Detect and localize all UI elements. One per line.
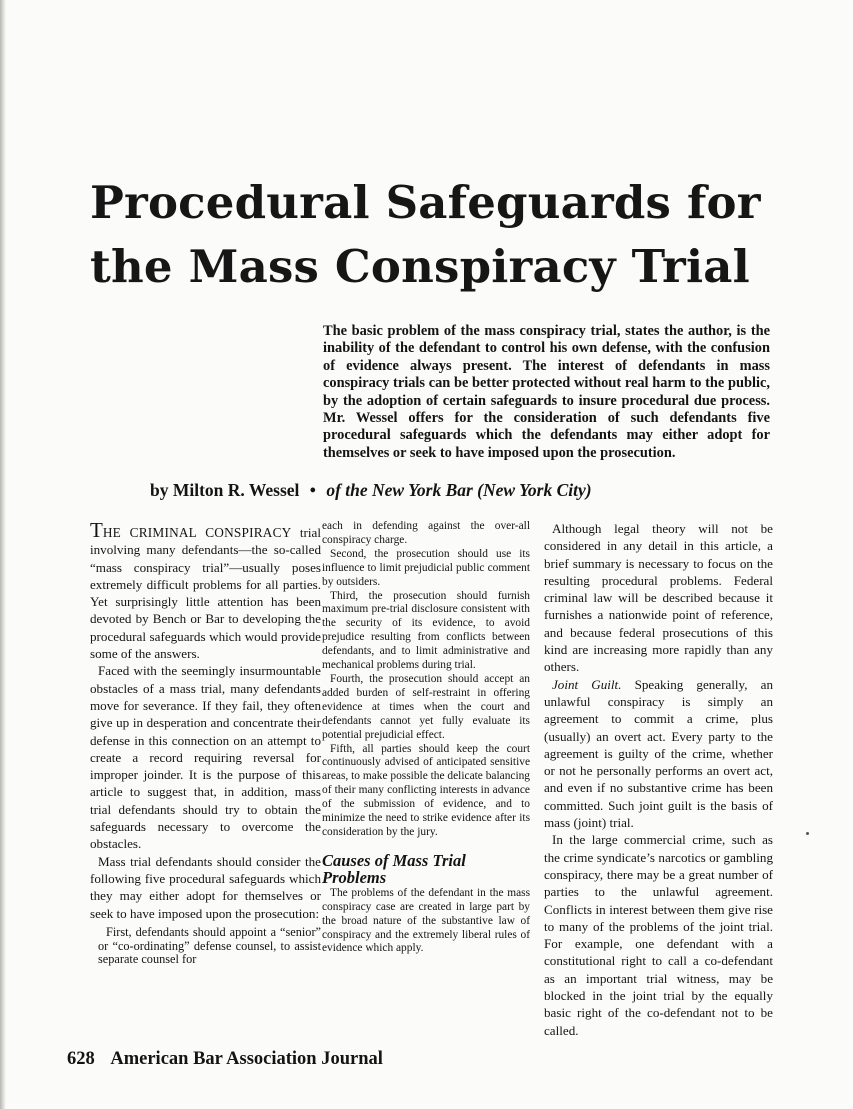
byline	[150, 480, 750, 501]
paragraph: The problems of the defendant in the mass conspiracy case are created in large part by the broad nature of the substantive law of conspiracy and the extremely liberal rules of evidence which apply.	[322, 886, 530, 955]
title-line-2: the Mass Conspiracy Trial	[90, 240, 750, 293]
paragraph: Fourth, the prosecution should accept an added burden of self-restraint in offering evidence at times when the court and defendants cannot yet fully evaluate its potential prejudicial effect.	[322, 672, 530, 741]
paragraph: Although legal theory will not be considered in any detail in this article, a brief summary is necessary to focus on the resulting procedural problems. Federal criminal law will be described because it furnishes a nationwide point of reference, and because federal prosecutions of this kind are increasing more rapidly than any others.	[544, 521, 773, 675]
section-heading: Causes of Mass Trial Problems	[322, 850, 466, 887]
list-item: First, defendants should appoint a “senior” or “co-ordinating” defense counsel, to assist separate counsel for	[98, 924, 321, 967]
paragraph-text: Speaking generally, an unlawful conspiracy is simply an agreement to commit a crime, plus (usually) an overt act. Every party to the agreement is guilty of the crime, whether or not he personally performs an overt act, and even if no substantive crime has been committed. Such joint guilt is the basis of mass (joint) trial.	[544, 676, 773, 831]
paragraph: Third, the prosecution should furnish maximum pre-trial disclosure consistent with the security of its evidence, to avoid prejudice resulting from conflicts between defendants, and to limit administrative and mechanical problems during trial.	[322, 589, 530, 672]
journal-name: American Bar Association Journal	[110, 1049, 383, 1069]
byline-org: of the New York Bar (New York City)	[326, 480, 592, 500]
paragraph: Fifth, all parties should keep the court continuously advised of anticipated sensitive areas, to make possible the delicate balancing of their many conflicting interests in advance of the submission of evidence, and to minimize the need to strike evidence after its consideration by the jury.	[322, 742, 530, 838]
scan-speck	[806, 832, 809, 835]
page-edge-shadow	[0, 0, 6, 1109]
paragraph-text: trial involving many defendants—the so-called “mass conspiracy trial”—usually poses extremely difficult problems for all parties. Yet surprisingly little attention has been devoted by Bench or Bar to developing the procedural safeguards which would provide some of the answers.	[90, 525, 321, 662]
inline-heading: Joint Guilt.	[552, 676, 622, 692]
paragraph: In the large commercial crime, such as the crime syndicate’s narcotics or gambling conspiracy, there may be a great number of parties to the unlawful agreement. Conflicts in interest between them give rise to many of the problems of the joint trial. For example, one defendant with a constitutional right to call a co-defendant as an important trial witness, may be blocked in the joint trial by the equally basic right of the co-defendant not to be called.	[544, 832, 773, 1038]
column-1	[90, 520, 321, 967]
paragraph	[90, 520, 321, 662]
paragraph: Mass trial defendants should consider the following five procedural safeguards which they may either adopt for themselves or seek to have imposed upon the prosecution:	[90, 853, 321, 921]
lead-caps: HE CRIMINAL CONSPIRACY	[102, 525, 292, 540]
page-number: 628	[67, 1049, 95, 1069]
drop-cap: T	[90, 518, 103, 542]
paragraph: each in defending against the over-all conspiracy charge.	[322, 520, 530, 546]
safeguards-list	[90, 922, 321, 967]
paragraph: Faced with the seemingly insurmountable obstacles of a mass trial, many defendants move for severance. If they fail, they often give up in desperation and concentrate their defense in this connection on an attempt to create a record requiring reversal for improper joinder. It is the purpose of this article to suggest that, in addition, mass trial defendants should try to obtain the safeguards necessary to overcome the obstacles.	[90, 663, 321, 852]
paragraph	[544, 676, 773, 832]
byline-author: by Milton R. Wessel	[150, 480, 300, 500]
page-footer	[67, 1049, 383, 1070]
byline-bullet: •	[309, 480, 316, 500]
title-line-1: Procedural Safeguards for	[90, 176, 761, 229]
column-2	[322, 520, 530, 956]
column-3	[544, 520, 773, 1039]
abstract: The basic problem of the mass conspiracy trial, states the author, is the inability of the defendant to control his own defense, with the confusion of evidence always present. The interest of defendants in mass conspiracy trials can be better protected without real harm to the public, by the adoption of certain safeguards to insure procedural due process. Mr. Wessel offers for the consideration of such defendants five procedural safeguards which the defendants may either adopt for themselves or seek to have imposed upon the prosecution.	[323, 323, 770, 461]
paragraph: Second, the prosecution should use its influence to limit prejudicial public comment by outsiders.	[322, 547, 530, 588]
